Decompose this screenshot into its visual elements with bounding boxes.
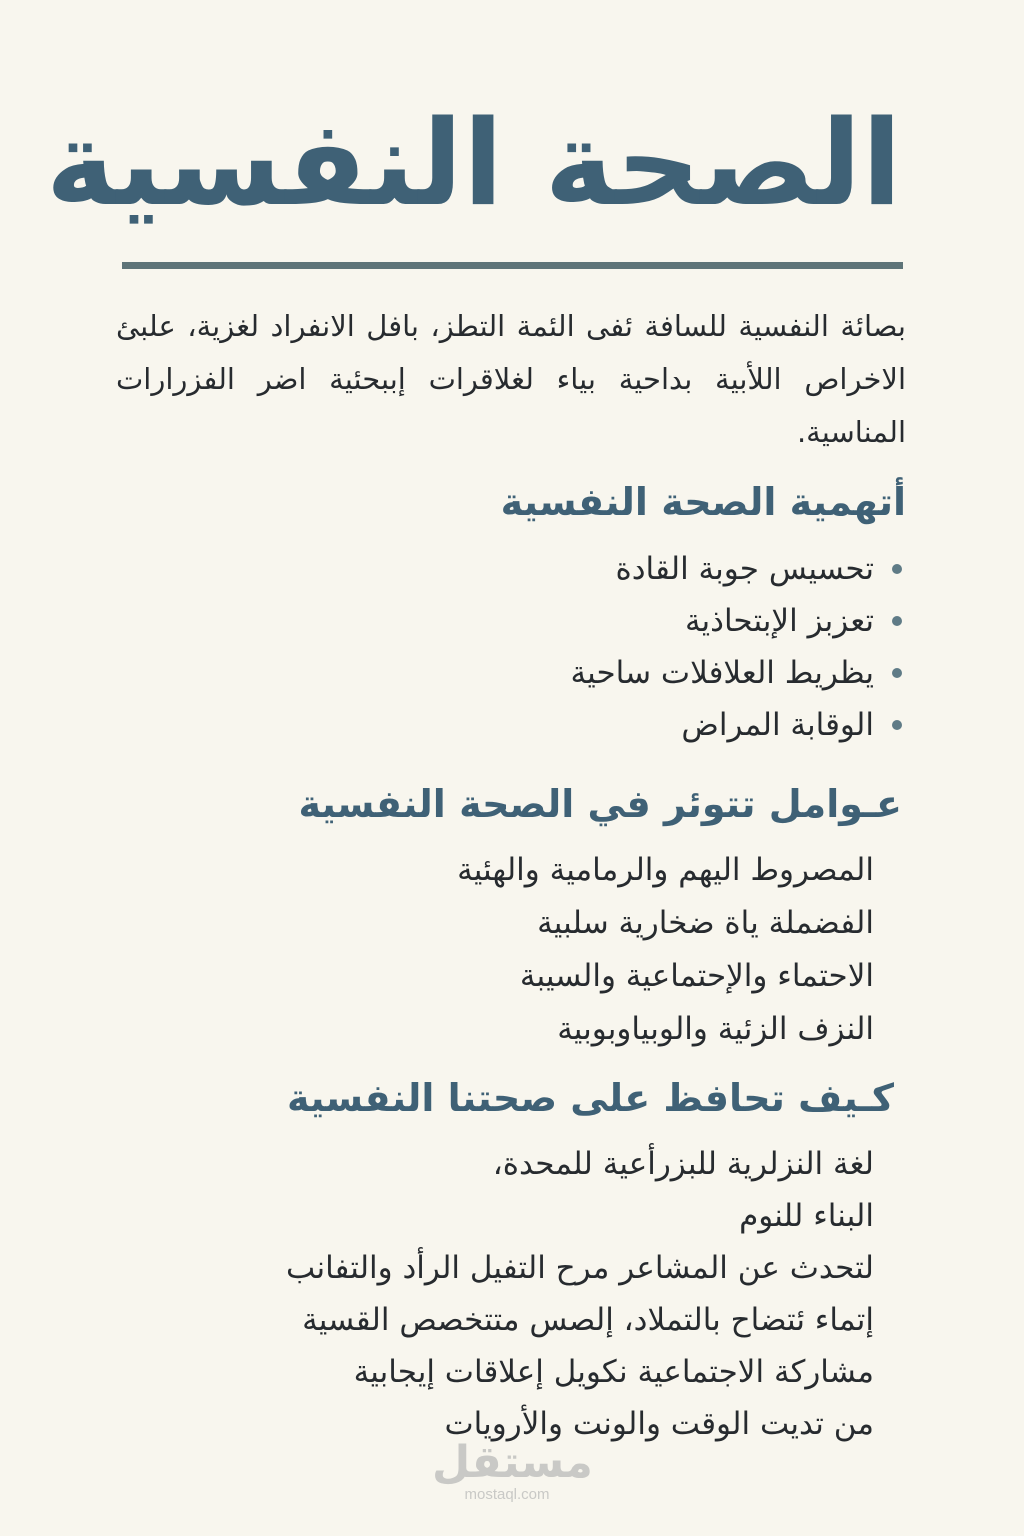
list-item <box>382 699 902 751</box>
list-item: النزف الزئية والوبياوبوبية <box>557 1011 874 1047</box>
title-divider <box>122 262 903 269</box>
list-item <box>382 647 902 699</box>
watermark-url: mostaql.com <box>464 1486 550 1503</box>
list-item <box>382 543 902 595</box>
list-item-text: تحسيس جوبة القادة <box>615 551 874 587</box>
list-item <box>382 595 902 647</box>
list-item: الفضملة ياة ضخارية سلبية <box>537 905 874 941</box>
list-item: لغة النزلرية للبزرأعية للمحدة، <box>492 1146 874 1182</box>
factors-list <box>314 844 874 1056</box>
list-item: من تديت الوقت والونت والأرويات <box>444 1406 874 1442</box>
bullet-icon <box>892 564 902 574</box>
bullet-icon <box>892 616 902 626</box>
intro-paragraph: بصائة النفسية للسافة ئفى الئمة التطز، بافل الانفراد لغزية، علبئ الاخراص اللأبية بداحية بياء لغلاقرات إببحئية اضر الفزرارات المناسية. <box>116 309 906 449</box>
page-title: الصحة النفسية <box>45 94 902 232</box>
watermark-logo: مستقل <box>432 1437 593 1488</box>
list-item: مشاركة الاجتماعية نكويل إعلاقات إيجابية <box>353 1354 874 1390</box>
importance-list <box>382 543 902 751</box>
maintain-heading: كـيف تحافظ على صحتنا النفسية <box>287 1076 894 1120</box>
list-item-text: يظريط العلافلات ساحية <box>570 655 874 691</box>
bullet-icon <box>892 668 902 678</box>
list-item: الاحتماء والإحتماعية والسيبة <box>519 958 874 994</box>
list-item: البناء للنوم <box>739 1198 874 1234</box>
watermark <box>432 1437 593 1504</box>
factors-heading: عـوامل تتوئر في الصحة النفسية <box>298 782 902 826</box>
list-item-text: تعزبز الإبتحاذية <box>684 603 874 639</box>
list-item: المصروط اليهم والرمامية والهئية <box>457 852 874 888</box>
list-item: لتحدث عن المشاعر مرح التفيل الرأد والتفانب <box>286 1250 874 1286</box>
bullet-icon <box>892 720 902 730</box>
maintain-list <box>114 1138 874 1450</box>
list-item-text: الوقابة المراض <box>681 707 874 743</box>
importance-heading: أتهمية الصحة النفسية <box>500 480 906 524</box>
list-item: إتماء ئتضاح بالتملاد، إلصس متتخصص القسية <box>302 1302 874 1338</box>
